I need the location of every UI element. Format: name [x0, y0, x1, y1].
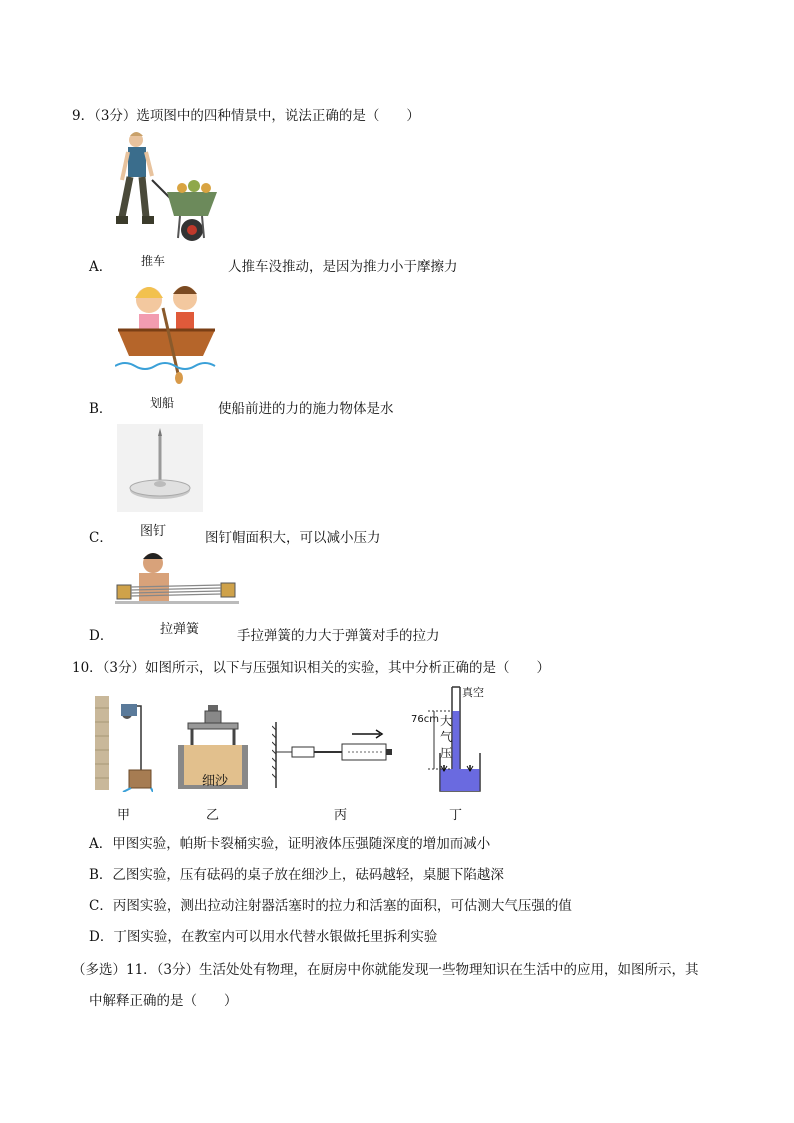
q9-stem: 9．（3分）选项图中的四种情景中，说法正确的是（ ） [72, 108, 420, 124]
q9-option-a-letter: A． [89, 259, 113, 275]
fig-label-bing: 丙 [334, 808, 348, 823]
q10-option-c: C．丙图实验，测出拉动注射器活塞时的拉力和活塞的面积，可估测大气压强的值 [89, 898, 572, 914]
wheelbarrow-image [112, 130, 220, 245]
q11-stem-line2: 中解释正确的是（ ） [89, 993, 238, 1009]
q9-option-a-text: 人推车没推动，是因为推力小于摩擦力 [228, 259, 458, 275]
q10-option-d: D．丁图实验，在教室内可以用水代替水银做托里拆利实验 [89, 929, 438, 945]
q11-stem-line1: （多选）11．（3分）生活处处有物理，在厨房中你就能发现一些物理知识在生活中的应用，如图所示，其 [72, 962, 699, 978]
q10-option-b: B．乙图实验，压有砝码的桌子放在细沙上，砝码越轻，桌腿下陷越深 [89, 867, 504, 883]
fig-height-label: 76cm [411, 714, 439, 725]
spring-expander-image [115, 549, 239, 607]
rowing-boat-image [115, 278, 218, 384]
fig-atm-label-3: 压 [440, 746, 453, 760]
q10-stem: 10．（3分）如图所示，以下与压强知识相关的实验，其中分析正确的是（ ） [72, 660, 551, 676]
q9-option-b-text: 使船前进的力的施力物体是水 [218, 401, 394, 417]
fig-sand-label: 细沙 [202, 774, 229, 789]
thumbtack-image [117, 424, 203, 512]
q9-option-c-text: 图钉帽面积大，可以减小压力 [205, 530, 381, 546]
q9-option-a-caption: 推车 [141, 254, 166, 268]
fig-label-yi: 乙 [206, 808, 220, 823]
pascal-barrel-figure [93, 696, 153, 792]
q9-option-d-caption: 拉弹簧 [160, 622, 200, 637]
fig-vacuum-label: 真空 [462, 686, 484, 699]
fig-label-ding: 丁 [449, 808, 463, 823]
fig-atm-label-2: 气 [440, 730, 453, 744]
q10-option-a: A．甲图实验，帕斯卡裂桶实验，证明液体压强随深度的增加而减小 [89, 836, 491, 852]
q9-option-c-caption: 图钉 [140, 524, 167, 539]
fig-label-jia: 甲 [117, 808, 131, 823]
fig-atm-label-1: 大 [440, 714, 453, 728]
q9-option-d-text: 手拉弹簧的力大于弹簧对手的拉力 [237, 628, 440, 644]
q9-option-d-letter: D． [89, 628, 114, 644]
q9-option-b-caption: 划船 [150, 396, 175, 410]
q9-option-c-letter: C． [89, 530, 113, 546]
q9-option-b-letter: B． [89, 401, 113, 417]
syringe-figure [272, 722, 394, 788]
